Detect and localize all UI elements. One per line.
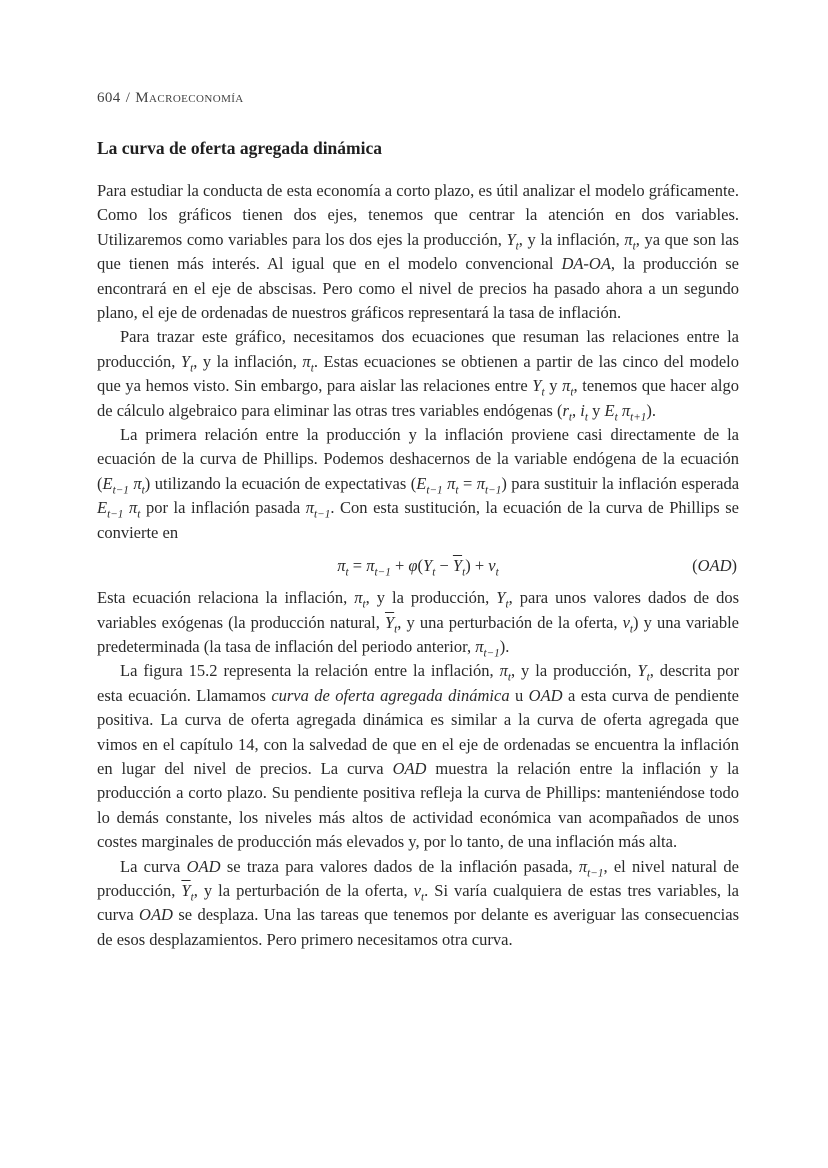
math-variable: $\overline{Y}$ bbox=[181, 880, 191, 900]
equation-label: (OAD) bbox=[692, 556, 737, 576]
italic-text: OAD bbox=[392, 758, 427, 778]
page-number: 604 bbox=[97, 90, 121, 106]
math-variable: Y bbox=[423, 556, 433, 576]
equation: $\pi_t = \pi_{t-1} + \varphi(Y_t - \overline{Y}_t) + v_t$ bbox=[337, 556, 499, 579]
math-subscript: t−1 bbox=[374, 566, 391, 579]
math-variable: π bbox=[305, 498, 315, 518]
math-variable: π bbox=[621, 400, 631, 420]
paragraph: La curva OAD se traza para valores dados de la inflación pasada, $\pi_{t-1}$, el nivel natural de producción, $\overline{Y}_t$, y la perturbación de la oferta, $v_t$. Si varía cualquiera de estas tres variables, la curva OAD se desplaza. Una las tareas que tenemos por delante es averiguar las consecuencias de esos desplazamientos. Pero primero necesitamos otra curva. bbox=[97, 856, 739, 949]
math-subscript: t bbox=[495, 566, 499, 579]
math-subscript: t bbox=[614, 410, 618, 423]
math-variable: v bbox=[622, 612, 630, 632]
math-variable: v bbox=[413, 880, 421, 900]
math-subscript: t bbox=[462, 566, 466, 579]
math-variable: π bbox=[302, 351, 311, 371]
math-subscript: t−1 bbox=[314, 508, 331, 521]
italic-text: DA-OA bbox=[561, 254, 611, 274]
math-variable: i bbox=[580, 400, 585, 420]
math-variable: Y bbox=[180, 351, 191, 371]
math-subscript: t bbox=[505, 598, 509, 611]
paragraph: Esta ecuación relaciona la inflación, $\pi_t$, y la producción, $Y_t$, para unos valores dados de dos variables exógenas (la producción natural, $\overline{Y}_t$, y una perturbación de la oferta, $v_t$) y una variable predeterminada (la tasa de inflación del periodo anterior, $\pi_{t-1}$). bbox=[97, 588, 740, 660]
math-subscript: t−1 bbox=[483, 647, 500, 660]
book-title: Macroeconomía bbox=[135, 90, 244, 106]
paragraph: Para trazar este gráfico, necesitamos dos ecuaciones que resuman las relaciones entre la producción, $Y_t$, y la inflación, $\pi_t$. Estas ecuaciones se obtienen a partir de las cinco del modelo que ya hemos visto. Sin embargo, para aislar las relaciones entre $Y_t$ y $\pi_t$, tenemos que hacer algo de cálculo algebraico para eliminar las otras tres variables endógenas ($r_t$, $i_t$ y $E_t$ $\pi_{t+1}$). bbox=[97, 327, 740, 423]
math-variable: π bbox=[578, 856, 588, 876]
math-variable: v bbox=[488, 556, 496, 576]
math-variable: π bbox=[366, 556, 375, 576]
math-subscript: t bbox=[507, 671, 511, 684]
math-subscript: t−1 bbox=[587, 866, 604, 879]
math-variable: π bbox=[447, 473, 456, 493]
math-subscript: t bbox=[137, 508, 141, 521]
math-subscript: t bbox=[632, 240, 636, 253]
math-variable: π bbox=[133, 473, 142, 493]
math-variable: r bbox=[562, 400, 569, 420]
italic-text: OAD bbox=[186, 856, 221, 876]
math-variable: π bbox=[354, 588, 363, 608]
math-variable: π bbox=[624, 229, 633, 249]
math-variable: $\overline{Y}$ bbox=[452, 556, 463, 576]
math-variable: E bbox=[102, 473, 113, 493]
math-subscript: t bbox=[541, 386, 545, 399]
paragraph: La figura 15.2 representa la relación entre la inflación, $\pi_t$, y la producción, $Y_t$, descrita por esta ecuación. Llamamos curva de oferta agregada dinámica u OAD a esta curva de pendiente positiva. La curva de oferta agregada dinámica es similar a la curva de oferta agregada que vimos en el capítulo 14, con la salvedad de que en el eje de ordenadas se encuentra la inflación en lugar del nivel de precios. La curva OAD muestra la relación entre la inflación y la producción a corto plazo. Su pendiente positiva refleja la curva de Phillips: manteniéndose todo lo demás constante, los niveles más altos de actividad económica van acompañados de unos costes marginales de producción más elevados y, por lo tanto, de una inflación más alta. bbox=[97, 661, 739, 852]
math-subscript: t−1 bbox=[112, 484, 129, 497]
math-subscript: t bbox=[568, 410, 573, 423]
math-variable: Y bbox=[532, 376, 542, 396]
math-variable: φ bbox=[408, 556, 418, 576]
math-subscript: t bbox=[570, 386, 574, 399]
math-subscript: t bbox=[584, 410, 588, 423]
italic-text: OAD bbox=[528, 685, 563, 705]
paragraph: Para estudiar la conducta de esta economía a corto plazo, es útil analizar el modelo gráficamente. Como los gráficos tienen dos ejes, tenemos que centrar la atención en dos variables. Utilizaremos como variables para los dos ejes la producción, $Y_t$, y la inflación, $\pi_t$, ya que son las que tienen más interés. Al igual que en el modelo convencional DA-OA, la producción se encontrará en el eje de abscisas. Pero como el nivel de precios ha pasado ahora a un segundo plano, el eje de ordenadas de nuestros gráficos representará la tasa de inflación. bbox=[97, 181, 739, 323]
math-variable: π bbox=[128, 498, 138, 518]
math-subscript: t bbox=[629, 622, 634, 635]
math-variable: π bbox=[476, 473, 486, 493]
math-variable: π bbox=[562, 376, 571, 396]
math-variable: Y bbox=[496, 588, 506, 608]
math-variable: π bbox=[475, 636, 484, 656]
math-subscript: t bbox=[362, 598, 366, 611]
math-subscript: t bbox=[420, 891, 425, 904]
section-title: La curva de oferta agregada dinámica bbox=[97, 138, 382, 158]
equation-row bbox=[97, 545, 739, 586]
math-variable: Y bbox=[637, 661, 647, 681]
math-subscript: t−1 bbox=[107, 508, 124, 521]
math-subscript: t+1 bbox=[630, 410, 647, 423]
math-subscript: t bbox=[432, 566, 436, 579]
text-block bbox=[97, 90, 739, 952]
italic-text: OAD bbox=[697, 556, 732, 576]
math-variable: E bbox=[604, 400, 615, 420]
math-variable: Y bbox=[506, 229, 516, 249]
italic-text: OAD bbox=[139, 905, 173, 925]
italic-text: curva de oferta agregada dinámica bbox=[271, 685, 510, 705]
math-subscript: t bbox=[190, 362, 194, 375]
math-subscript: t bbox=[646, 671, 650, 684]
math-subscript: t bbox=[394, 622, 398, 635]
math-variable: π bbox=[499, 661, 508, 681]
paragraph: La primera relación entre la producción y la inflación proviene casi directamente de la ecuación de la curva de Phillips. Podemos deshacernos de la variable endógena de la ecuación ($E_{t-1}$ $\pi_t$) utilizando la ecuación de expectativas ($E_{t-1}$ $\pi_t = \pi_{t-1}$) para sustituir la inflación esperada $E_{t-1}$ $\pi_t$ por la inflación pasada $\pi_{t-1}$. Con esta sustitución, la ecuación de la curva de Phillips se convierte en bbox=[97, 425, 740, 542]
running-header bbox=[97, 90, 739, 107]
math-subscript: t bbox=[310, 362, 314, 375]
math-variable: π bbox=[337, 556, 346, 576]
math-variable: E bbox=[97, 498, 108, 518]
math-subscript: t bbox=[141, 484, 145, 497]
math-variable: $\overline{Y}$ bbox=[384, 612, 395, 632]
math-subscript: t−1 bbox=[485, 484, 502, 497]
header-separator: / bbox=[125, 90, 131, 106]
math-subscript: t−1 bbox=[426, 484, 443, 497]
math-subscript: t bbox=[345, 566, 349, 579]
page-content bbox=[97, 179, 739, 952]
math-subscript: t bbox=[455, 484, 459, 497]
math-subscript: t bbox=[515, 240, 519, 253]
math-variable: E bbox=[416, 473, 427, 493]
math-subscript: t bbox=[190, 891, 194, 904]
